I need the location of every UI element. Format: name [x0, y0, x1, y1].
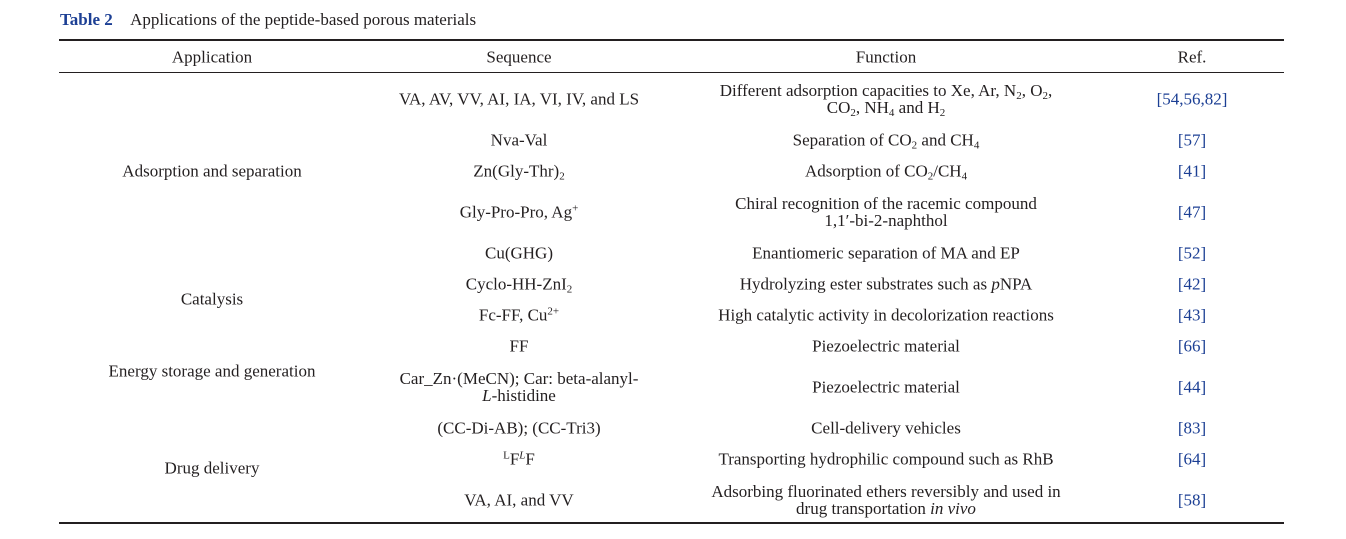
table-row-7-function: Piezoelectric material	[812, 336, 960, 356]
table-row-0-function-line2: $CO_2$, $NH_4$ and $H_2$	[826, 98, 946, 119]
table-row-1-function: Separation of $CO_2$ and $CH_4$	[792, 130, 980, 152]
table-row-11-function-line1: Adsorbing fluorinated ethers reversibly and used in	[711, 482, 1061, 501]
column-header-application: Application	[171, 47, 253, 67]
table-title: Applications of the peptide-based porous materials	[130, 10, 477, 29]
table-caption	[60, 10, 476, 30]
table-row-0-sequence: VA, AV, VV, AI, IA, VI, IV, and LS	[398, 89, 640, 109]
table-row-3-function-line2: 1,1′-bi-2-naphthol	[824, 211, 948, 230]
table-row-6-function: High catalytic activity in decolorization reactions	[718, 305, 1054, 325]
table-row-0-function	[719, 81, 1053, 119]
table-row-4-function: Enantiomeric separation of MA and EP	[752, 243, 1020, 263]
table-row-5-ref[interactable]: [42]	[1177, 274, 1207, 294]
table-top-rule	[59, 39, 1284, 41]
table-row-10-ref[interactable]: [64]	[1177, 449, 1207, 469]
table-row-8-sequence-line1: Car_Zn·(MeCN); Car: beta-alanyl-	[399, 369, 639, 388]
table-row-4-sequence: Cu(GHG)	[485, 243, 553, 263]
table-row-1-ref[interactable]: [57]	[1177, 130, 1207, 150]
table-row-9-function: Cell-delivery vehicles	[811, 418, 961, 438]
table-row-2-ref[interactable]: [41]	[1177, 161, 1207, 181]
column-header-ref: Ref.	[1177, 47, 1207, 67]
table-row-2-function: Adsorption of $CO_2/CH_4$	[804, 161, 968, 183]
table-row-5-sequence: Cyclo-HH-ZnI$_2$	[465, 274, 573, 296]
table-row-8-sequence	[400, 370, 639, 404]
table-row-6-ref[interactable]: [43]	[1177, 305, 1207, 325]
table-bottom-rule	[59, 522, 1284, 524]
table-row-1-sequence: Nva-Val	[490, 130, 548, 150]
group-drug-delivery: Drug delivery	[164, 458, 260, 478]
table-row-6-sequence: Fc-FF, $Cu^{2+}$	[478, 305, 560, 325]
group-catalysis: Catalysis	[180, 289, 244, 309]
table-row-5-function: Hydrolyzing ester substrates such as pNPA	[739, 274, 1033, 294]
table-row-8-sequence-line2: L-histidine	[482, 386, 556, 405]
table-row-9-ref[interactable]: [83]	[1177, 418, 1207, 438]
table-row-8-ref[interactable]: [44]	[1177, 377, 1207, 397]
table-row-3-function	[735, 195, 1037, 229]
table-row-2-sequence: $Zn(Gly-Thr)_2$	[473, 161, 565, 183]
table-row-3-function-line1: Chiral recognition of the racemic compound	[735, 194, 1037, 213]
table-row-11-ref[interactable]: [58]	[1177, 490, 1207, 510]
table-row-3-ref[interactable]: [47]	[1177, 202, 1207, 222]
group-adsorption-separation: Adsorption and separation	[122, 161, 302, 181]
table-row-11-function	[711, 483, 1060, 517]
table-row-7-sequence: FF	[509, 336, 529, 356]
column-header-sequence: Sequence	[486, 47, 552, 67]
table-row-4-ref[interactable]: [52]	[1177, 243, 1207, 263]
group-energy-storage: Energy storage and generation	[108, 361, 316, 381]
table-header-rule	[59, 72, 1284, 73]
table-row-11-sequence: VA, AI, and VV	[464, 490, 574, 510]
table-row-10-function: Transporting hydrophilic compound such as RhB	[718, 449, 1054, 469]
table-row-3-sequence: Gly-Pro-Pro, Ag+	[459, 202, 579, 222]
table-row-7-ref[interactable]: [66]	[1177, 336, 1207, 356]
table-label: Table 2	[60, 10, 113, 29]
table-row-0-function-line1: Different adsorption capacities to Xe, Ar, $N_2$, $O_2$,	[719, 81, 1053, 102]
table-row-10-sequence: $^LF^LF$	[503, 449, 535, 469]
table-row-8-function: Piezoelectric material	[812, 377, 960, 397]
column-header-function: Function	[855, 47, 917, 67]
table-row-0-ref[interactable]: [54,56,82]	[1156, 89, 1228, 109]
table-row-9-sequence: (CC-Di-AB); (CC-Tri3)	[437, 418, 601, 438]
table-row-11-function-line2: drug transportation in vivo	[796, 499, 976, 518]
